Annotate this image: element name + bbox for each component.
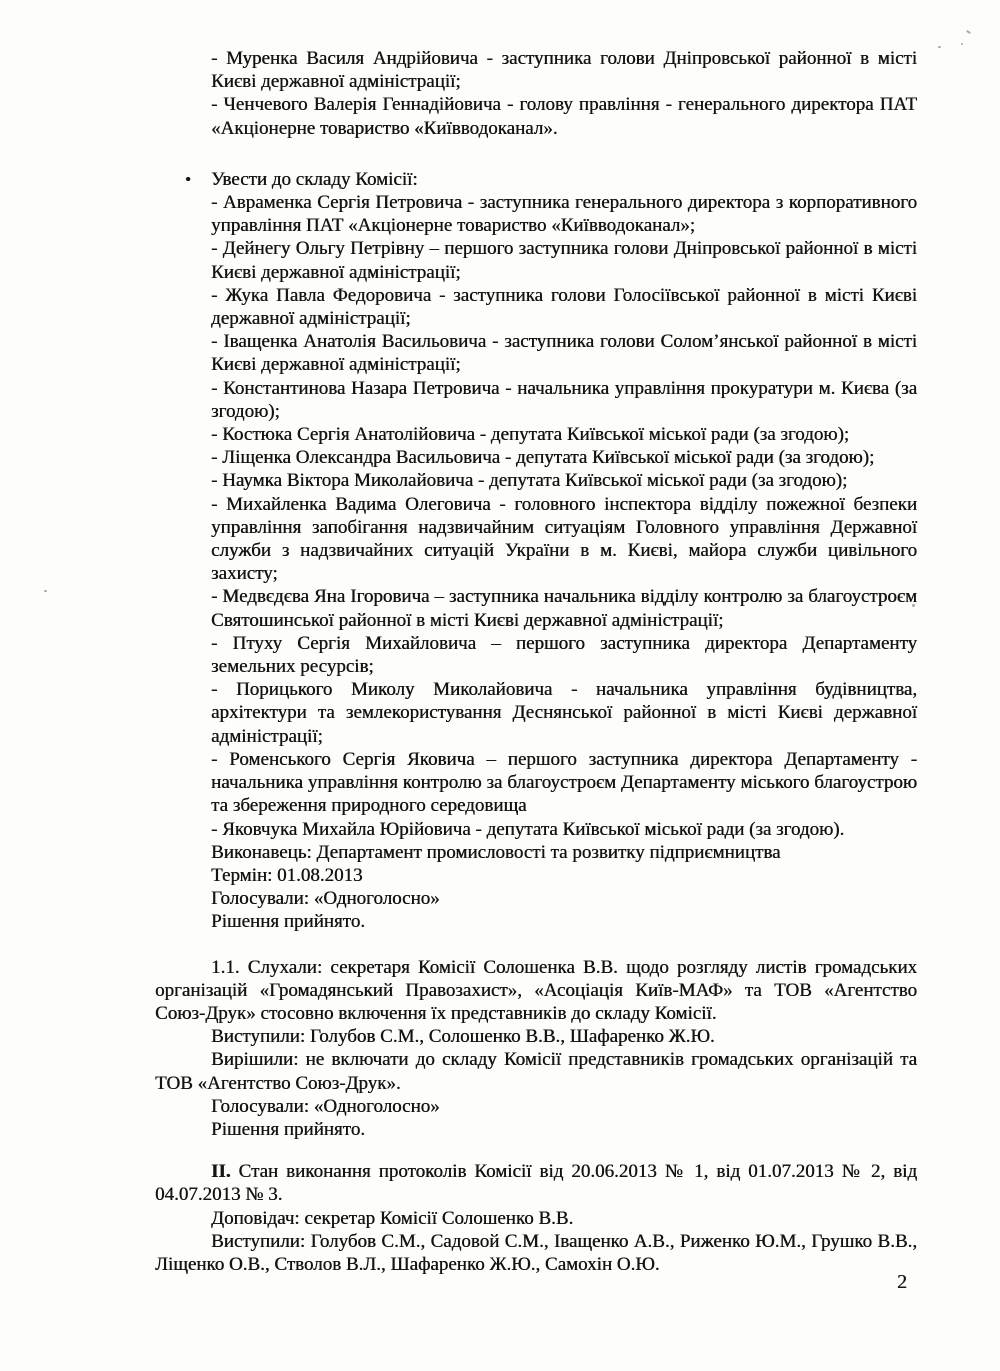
scan-speck <box>44 590 47 592</box>
section-2-number: II. <box>211 1161 231 1183</box>
member-entry: - Михайленка Вадима Олеговича - головного інспектора відділу пожежної безпеки управління запобігання надзвичайним ситуаціям Головного управління Державної служби з надзвичайних ситуацій України в м. Києві, майора служби цивільного захисту; <box>211 493 917 585</box>
section-1-1 <box>155 956 917 1142</box>
executor-line: Виконавець: Департамент промисловості та розвитку підприємництва <box>211 841 781 863</box>
decision-line: Рішення прийнято. <box>211 1118 365 1140</box>
spoke-paragraph: Виступили: Голубов С.М., Садовой С.М., Іващенко А.В., Риженко Ю.М., Грушко В.В., Ліщенко О.В., Стволов В.Л., Шафаренко Ж.Ю., Самохін О.Ю. <box>155 1230 917 1275</box>
term-line: Термін: 01.08.2013 <box>211 864 363 886</box>
heard-paragraph: 1.1. Слухали: секретаря Комісії Солошенка В.В. щодо розгляду листів громадських організацій «Громадянський Правозахист», «Асоціація Київ-МАФ» та ТОВ «Агентство Союз-Друк» стосовно включення їх представників до складу Комісії. <box>155 956 917 1024</box>
page-number: 2 <box>897 1271 907 1293</box>
member-entry: - Роменського Сергія Яковича – першого заступника директора Департаменту - начальника управління контролю за благоустроєм Департаменту міського благоустрою та збереження природного середовища <box>211 748 917 817</box>
member-entry: - Константинова Назара Петровича - начальника управління прокуратури м. Києва (за згодою); <box>211 377 917 422</box>
include-bullet-label: Увести до складу Комісії: <box>211 168 418 190</box>
member-entry: - Медвєдєва Яна Ігоровича – заступника начальника відділу контролю за благоустроєм Святошинської районної в місті Києві державної адміністрації; <box>211 586 917 631</box>
scan-speck <box>961 43 963 45</box>
member-entry: - Яковчука Михайла Юрійовича - депутата Київської міської ради (за згодою). <box>211 818 845 840</box>
reporter-line: Доповідач: секретар Комісії Солошенко В.В. <box>211 1207 574 1229</box>
member-entry: - Наумка Віктора Миколайовича - депутата Київської міської ради (за згодою); <box>211 470 848 492</box>
member-entry: - Авраменка Сергія Петровича - заступника генерального директора з корпоративного управління ПАТ «Акціонерне товариство «Київводоканал»; <box>211 192 917 237</box>
decided-paragraph: Вирішили: не включати до складу Комісії представників громадських організацій та ТОВ «Агентство Союз-Друк». <box>155 1049 917 1094</box>
voted-line: Голосували: «Одноголосно» <box>211 888 440 910</box>
excluded-member-entry: - Муренка Василя Андрійовича - заступника голови Дніпровської районної в місті Києві державної адміністрації; <box>211 48 917 93</box>
section-2-heading <box>155 1160 917 1206</box>
excluded-member-entry: - Ченчевого Валерія Геннадійовича - голову правління - генерального директора ПАТ «Акціонерне товариство «Київводоканал». <box>211 94 917 139</box>
member-entry: - Ліщенка Олександра Васильовича - депутата Київської міської ради (за згодою); <box>211 447 875 469</box>
include-bullet-item <box>185 168 917 191</box>
voted-line: Голосували: «Одноголосно» <box>211 1095 440 1117</box>
member-entry: - Дейнегу Ольгу Петрівну – першого заступника голови Дніпровської районної в місті Києві державної адміністрації; <box>211 238 917 283</box>
spoke-line: Виступили: Голубов С.М., Солошенко В.В., Шафаренко Ж.Ю. <box>211 1026 715 1048</box>
section-2-title: Стан виконання протоколів Комісії від 20.06.2013 № 1, від 01.07.2013 № 2, від 04.07.2013 № 3. <box>155 1161 917 1206</box>
member-entry: - Птуху Сергія Михайловича – першого заступника директора Департаменту земельних ресурсів; <box>211 632 917 678</box>
included-members-block <box>211 191 917 934</box>
member-entry: - Жука Павла Федоровича - заступника голови Голосіївської районної в місті Києві державної адміністрації; <box>211 284 917 330</box>
scan-speck <box>966 30 971 35</box>
bullet-icon: • <box>185 169 191 189</box>
excluded-members-block <box>211 47 917 140</box>
member-entry: - Костюка Сергія Анатолійовича - депутата Київської міської ради (за згодою); <box>211 424 850 446</box>
document-body <box>155 47 917 1276</box>
section-2 <box>155 1160 917 1276</box>
decision-line: Рішення прийнято. <box>211 911 365 933</box>
member-entry: - Іващенка Анатолія Васильовича - заступника голови Солом’янської районної в місті Києві державної адміністрації; <box>211 331 917 376</box>
member-entry: - Порицького Миколу Миколайовича - начальника управління будівництва, архітектури та землекористування Деснянської районної в місті Києві державної адміністрації; <box>211 679 917 747</box>
scan-speck <box>938 46 941 48</box>
